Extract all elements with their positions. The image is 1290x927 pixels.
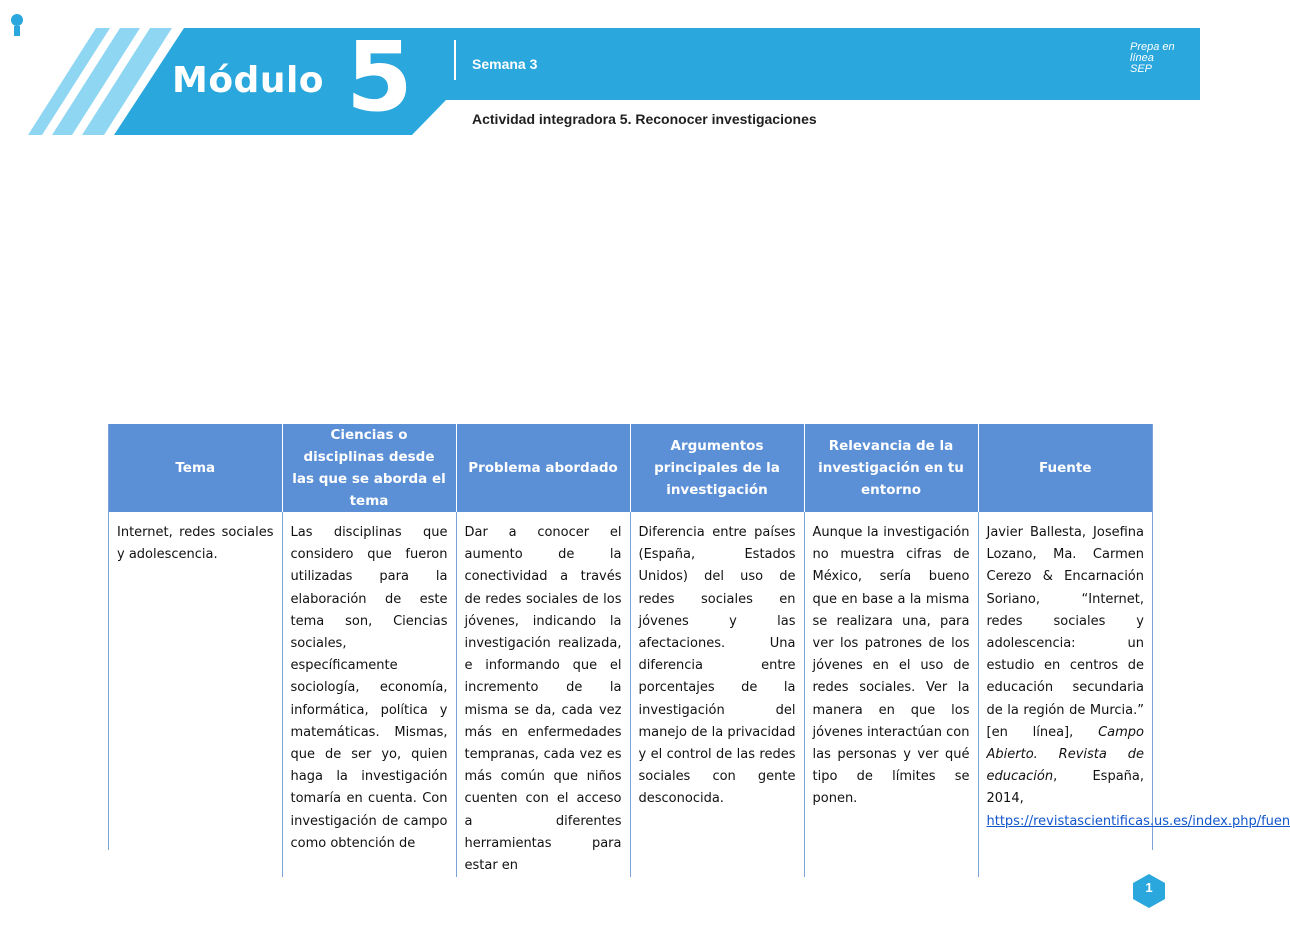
cell-fuente <box>978 512 1290 877</box>
cell-tema: Internet, redes sociales y adolescencia. <box>109 512 282 877</box>
header-relevancia: Relevancia de la investigación en tu entorno <box>804 424 978 512</box>
prepa-en-linea-logo <box>0 0 62 46</box>
table-row <box>109 512 1152 877</box>
cell-ciencias: Las disciplinas que considero que fueron utilizadas para la elaboración de este tema son, Ciencias sociales, específicamente sociología, economía, informática, política y matemáticas. Mismas, que de ser yo, quien haga la investigación tomaría en cuenta. Con investigación de campo como obtención de <box>282 512 456 877</box>
header-argumentos: Argumentos principales de la investigación <box>630 424 804 512</box>
fuente-journal: Campo Abierto. Revista de educación <box>986 724 1144 785</box>
header-fuente: Fuente <box>978 424 1152 512</box>
activity-title: Actividad integradora 5. Reconocer investigaciones <box>472 111 817 127</box>
fuente-tail: , España, 2014, <box>986 769 1144 807</box>
header-ciencias: Ciencias o disciplinas desde las que se aborda el tema <box>282 424 456 512</box>
header-tema: Tema <box>109 424 282 512</box>
header-banner <box>0 0 1200 140</box>
table-header-row <box>109 424 1152 512</box>
page-number: 1 <box>1145 880 1153 895</box>
fuente-text: Javier Ballesta, Josefina Lozano, Ma. Carmen Cerezo & Encarnación Soriano, “Internet, redes sociales y adolescencia: un estudio en centros de educación secundaria de la región de Murcia.” [en línea], <box>986 525 1144 740</box>
cell-argumentos: Diferencia entre países (España, Estados Unidos) del uso de redes sociales en jóvenes y las afectaciones. Una diferencia entre porcentajes de la investigación del manejo de la privacidad y el control de las redes sociales con gente desconocida. <box>630 512 804 877</box>
cell-relevancia: Aunque la investigación no muestra cifras de México, sería bueno que en base a la misma se realizara una, para ver los patrones de los jóvenes en el uso de redes sociales. Ver la manera en que los jóvenes interactúan con las personas y ver qué tipo de límites se ponen. <box>804 512 978 877</box>
research-table <box>108 424 1290 874</box>
week-label: Semana 3 <box>472 56 538 72</box>
module-title: Módulo <box>172 60 325 101</box>
header-problema: Problema abordado <box>456 424 630 512</box>
logo-text: Prepa en línea SEP <box>1130 41 1175 75</box>
fuente-link[interactable]: https://revistascientificas.us.es/index.php/fuen <box>986 813 1290 829</box>
module-number: 5 <box>346 21 413 133</box>
cell-problema: Dar a conocer el aumento de la conectividad a través de redes sociales de los jóvenes, indicando la investigación realizada, e informando que el incremento de la misma se da, cada vez más en enfermedades tempranas, cada vez es más común que niños cuenten con el acceso a diferentes herramientas para estar en <box>456 512 630 877</box>
